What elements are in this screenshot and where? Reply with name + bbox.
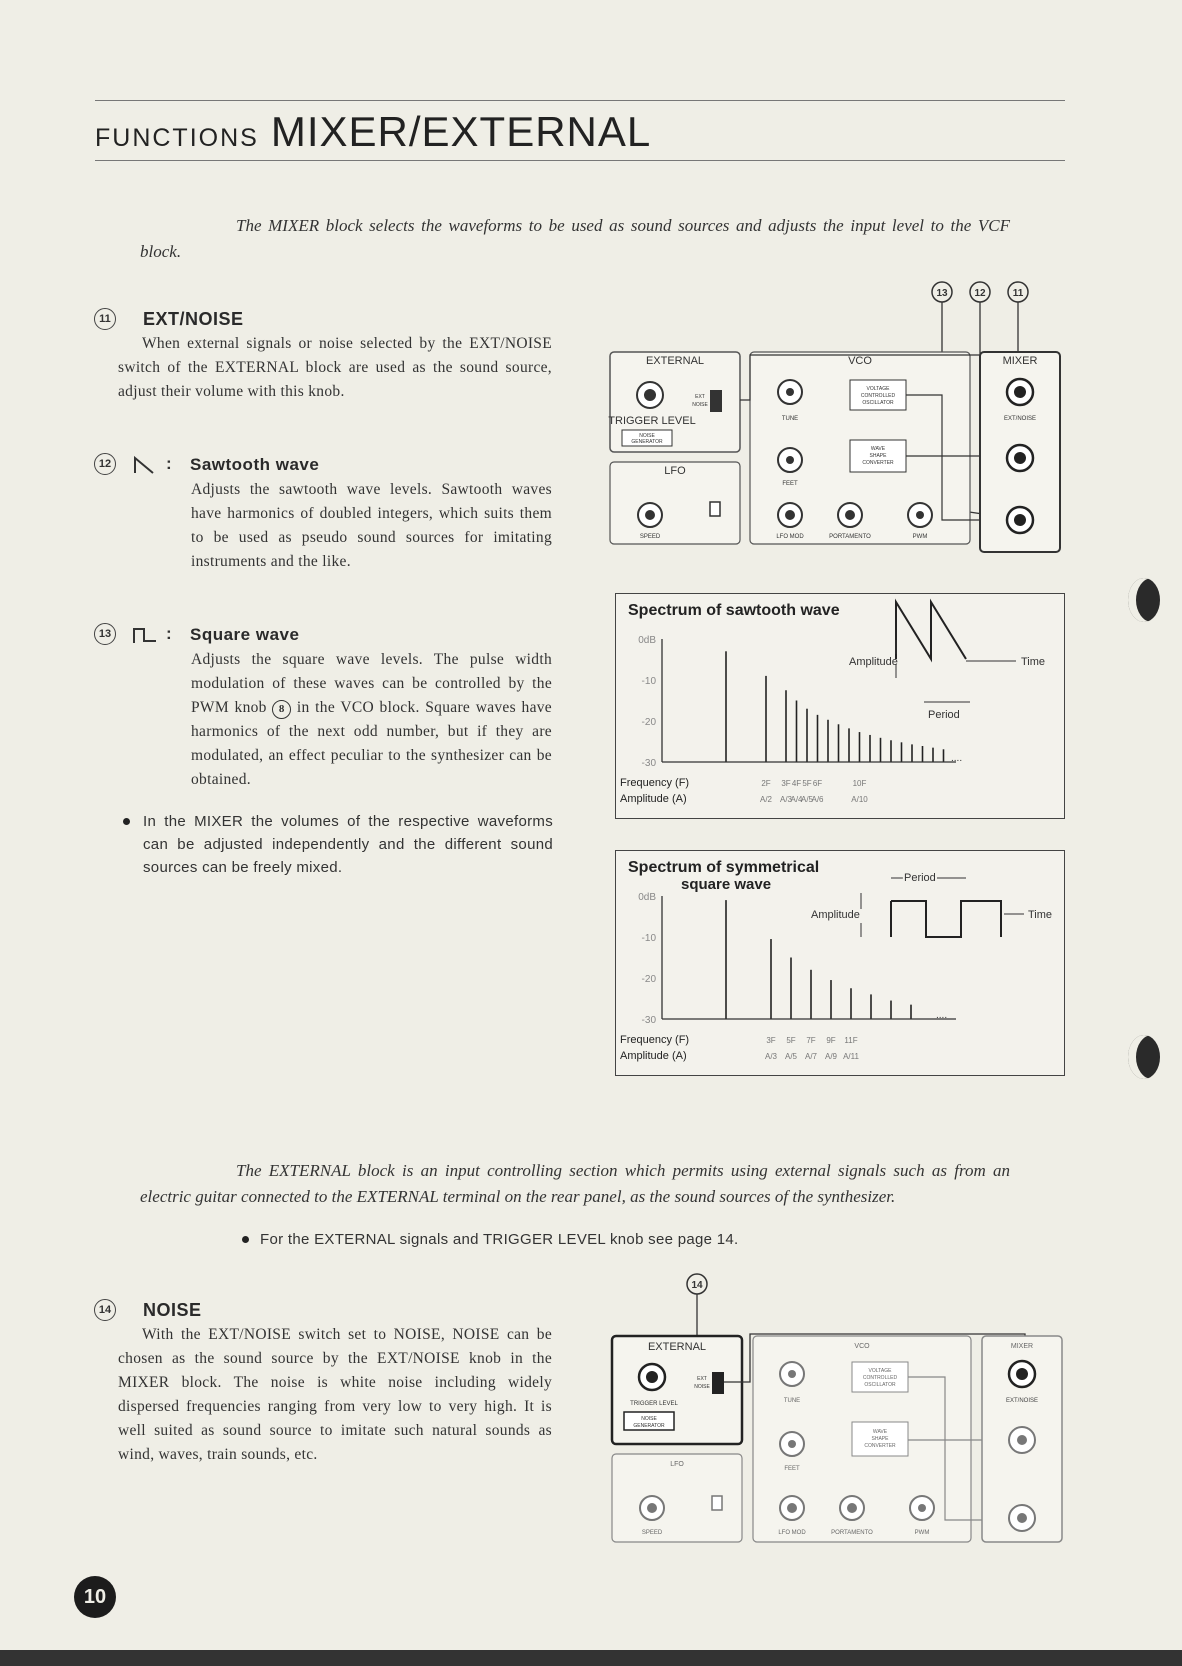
sawtooth-chart-title: Spectrum of sawtooth wave	[628, 602, 840, 619]
svg-text:CONVERTER: CONVERTER	[862, 460, 894, 466]
amp-label: A/10	[851, 795, 868, 804]
svg-text:Time: Time	[1021, 656, 1046, 668]
freq-label: 10F	[852, 779, 867, 788]
freq-label: 3F	[781, 779, 791, 788]
svg-text:Amplitude (A): Amplitude (A)	[620, 1050, 687, 1062]
amp-label: A/5	[800, 795, 814, 804]
square-spectrum-chart	[615, 850, 1065, 1076]
svg-text:Period: Period	[928, 709, 960, 721]
svg-text:WAVE: WAVE	[872, 1429, 888, 1435]
svg-text:VOLTAGE: VOLTAGE	[866, 386, 890, 392]
svg-text:CONTROLLED: CONTROLLED	[860, 393, 896, 399]
noise-heading: NOISE	[143, 1300, 202, 1320]
svg-text:TUNE: TUNE	[783, 1398, 801, 1404]
square-text: Adjusts the square wave levels. The pulse width modulation of these waves can be controlled by the PWM knob 8 in the VCO block. Square waves have harmonics of the next odd number, but if they are modulated, an effect peculiar to the synthesizer can be obtained.	[191, 651, 552, 788]
svg-text:MIXER: MIXER	[1010, 1343, 1034, 1350]
svg-text:Frequency (F): Frequency (F)	[620, 777, 690, 789]
y-tick-label: -20	[641, 717, 656, 728]
svg-text:EXTERNAL: EXTERNAL	[645, 355, 705, 367]
freq-label: 11F	[844, 1036, 858, 1045]
binder-hole-top	[1128, 578, 1160, 622]
mixer-intro: The MIXER block selects the waveforms to be used as sound sources and adjusts the input level to the VCF block.	[140, 216, 1010, 261]
square-waveform	[891, 901, 1001, 937]
y-tick-label: -10	[641, 676, 656, 687]
svg-text:EXT: EXT	[697, 1376, 707, 1382]
freq-label: 6F	[812, 779, 823, 788]
freq-label: 5F	[786, 1036, 796, 1045]
noise-text: With the EXT/NOISE switch set to NOISE, NOISE can be chosen as the sound source by the EXT/NOISE knob in the MIXER block. The noise is white noise including widely dispersed frequencies ranging from very low to very high. It is well suited as sound source to imitate such natural sounds as wind, waves, train sounds, etc.	[118, 1326, 552, 1463]
sawtooth-symbol-icon	[133, 455, 155, 475]
svg-text:Amplitude: Amplitude	[849, 656, 898, 668]
callout-13: 13	[94, 623, 116, 645]
svg-text:VCO: VCO	[848, 355, 872, 367]
svg-text:PORTAMENTO: PORTAMENTO	[829, 534, 871, 540]
square-chart-title: Spectrum of symmetrical	[628, 859, 820, 876]
ext-noise-heading: EXT/NOISE	[143, 309, 244, 329]
amp-label: A/3	[764, 1052, 778, 1061]
svg-text:14: 14	[691, 1280, 703, 1291]
y-tick-label: -30	[641, 758, 656, 769]
title-mixer-external: MIXER/EXTERNAL	[270, 108, 652, 155]
svg-text:Frequency (F): Frequency (F)	[620, 1034, 690, 1046]
sawtooth-waveform	[896, 602, 966, 659]
freq-label: 3F	[766, 1036, 776, 1045]
y-tick-label: 0dB	[638, 635, 656, 646]
svg-text:NOISE: NOISE	[641, 1416, 657, 1422]
svg-text:OSCILLATOR: OSCILLATOR	[862, 400, 894, 406]
svg-text:WAVE: WAVE	[870, 446, 886, 452]
y-tick-label: -20	[641, 974, 656, 985]
square-wave-symbol-icon	[132, 626, 158, 644]
svg-text:....: ....	[951, 753, 963, 764]
square-chart-plot	[616, 851, 1064, 1075]
svg-text:CONVERTER: CONVERTER	[864, 1443, 896, 1449]
amp-label: A/7	[804, 1052, 818, 1061]
callout-12: 12	[94, 453, 116, 475]
svg-text:TRIGGER LEVEL: TRIGGER LEVEL	[608, 415, 696, 427]
bullet-dot	[123, 818, 130, 825]
svg-text:GENERATOR: GENERATOR	[633, 1423, 665, 1429]
y-tick-label: -30	[641, 1015, 656, 1026]
mixer-note: In the MIXER the volumes of the respective waveforms can be adjusted independently and the different sound sources can be freely mixed.	[143, 813, 553, 876]
svg-text:EXT/NOISE: EXT/NOISE	[1003, 416, 1037, 422]
external-intro: The EXTERNAL block is an input controlling section which permits using external signals such as from an electric guitar connected to the EXTERNAL terminal on the rear panel, as the sound sources of the synthesizer.	[140, 1161, 1010, 1206]
svg-text:SHAPE: SHAPE	[869, 453, 887, 459]
svg-text:SPEED: SPEED	[639, 534, 661, 540]
square-chart-title-line2: square wave	[681, 876, 772, 893]
svg-text:Amplitude (A): Amplitude (A)	[620, 793, 687, 805]
header-top-rule	[95, 100, 1065, 101]
amp-label: A/4	[790, 795, 803, 804]
amp-label: A/2	[759, 795, 773, 804]
callout-14: 14	[94, 1299, 116, 1321]
sawtooth-heading: Sawtooth wave	[190, 455, 320, 474]
svg-text:EXT: EXT	[695, 394, 705, 400]
pwm-knob-ref: 8	[272, 700, 291, 719]
svg-text:CONTROLLED: CONTROLLED	[862, 1375, 898, 1381]
binder-hole-bottom	[1128, 1035, 1160, 1079]
svg-text:EXTERNAL: EXTERNAL	[647, 1341, 707, 1353]
header-bottom-rule	[95, 160, 1065, 161]
svg-text:NOISE: NOISE	[694, 1384, 710, 1390]
svg-text:NOISE: NOISE	[639, 433, 655, 439]
svg-text:NOISE: NOISE	[692, 402, 708, 408]
svg-text:PWM: PWM	[914, 1530, 930, 1536]
svg-text:FEET: FEET	[782, 481, 798, 487]
page-title	[95, 108, 651, 156]
sawtooth-colon: :	[166, 454, 172, 473]
svg-text:TRIGGER LEVEL: TRIGGER LEVEL	[630, 1401, 678, 1407]
mixer-block-diagram	[600, 280, 1070, 570]
svg-text:PORTAMENTO: PORTAMENTO	[831, 1530, 873, 1536]
svg-text:SHAPE: SHAPE	[871, 1436, 889, 1442]
svg-text:PWM: PWM	[912, 534, 928, 540]
svg-text:....: ....	[936, 1010, 948, 1021]
svg-text:Period: Period	[904, 872, 936, 884]
y-tick-label: -10	[641, 933, 656, 944]
sawtooth-chart-plot	[616, 594, 1064, 818]
svg-text:SPEED: SPEED	[641, 1530, 663, 1536]
freq-label: 7F	[806, 1036, 816, 1045]
square-colon: :	[166, 624, 172, 643]
freq-label: 5F	[802, 779, 812, 788]
svg-text:VOLTAGE: VOLTAGE	[868, 1368, 892, 1374]
amp-label: A/6	[811, 795, 824, 804]
svg-text:LFO MOD: LFO MOD	[776, 534, 804, 540]
svg-text:Amplitude: Amplitude	[811, 909, 860, 921]
external-note: For the EXTERNAL signals and TRIGGER LEVEL knob see page 14.	[260, 1231, 739, 1248]
freq-label: 4F	[791, 779, 802, 788]
svg-text:LFO MOD: LFO MOD	[778, 1530, 806, 1536]
external-block-diagram	[600, 1272, 1070, 1552]
freq-label: 9F	[826, 1036, 836, 1045]
freq-label: 2F	[761, 779, 771, 788]
amp-label: A/3	[779, 795, 793, 804]
svg-text:FEET: FEET	[784, 1466, 800, 1472]
square-heading: Square wave	[190, 625, 300, 644]
svg-text:13: 13	[936, 288, 948, 299]
sawtooth-spectrum-chart	[615, 593, 1065, 819]
svg-text:LFO: LFO	[664, 465, 686, 477]
ext-noise-text: When external signals or noise selected by the EXT/NOISE switch of the EXTERNAL block are used as the sound source, adjust their volume with this knob.	[118, 335, 552, 400]
callout-11: 11	[94, 308, 116, 330]
y-tick-label: 0dB	[638, 892, 656, 903]
svg-text:MIXER: MIXER	[1002, 355, 1038, 367]
svg-text:11: 11	[1012, 288, 1024, 299]
sawtooth-text: Adjusts the sawtooth wave levels. Sawtooth waves have harmonics of doubled integers, which suits them to be used as pseudo sound sources for imitating instruments and the like.	[191, 481, 552, 570]
title-functions: FUNCTIONS	[95, 124, 259, 152]
external-note-dot	[242, 1236, 249, 1243]
svg-text:VCO: VCO	[854, 1343, 870, 1350]
svg-text:Time: Time	[1028, 909, 1053, 921]
amp-label: A/11	[843, 1052, 859, 1061]
svg-text:LFO: LFO	[670, 1461, 684, 1468]
svg-text:12: 12	[974, 288, 986, 299]
svg-text:GENERATOR: GENERATOR	[631, 439, 663, 445]
footer-bar	[0, 1650, 1182, 1666]
amp-label: A/9	[824, 1052, 838, 1061]
svg-text:EXT/NOISE: EXT/NOISE	[1005, 1398, 1039, 1404]
page-number: 10	[74, 1576, 116, 1618]
amp-label: A/5	[784, 1052, 798, 1061]
svg-text:OSCILLATOR: OSCILLATOR	[864, 1382, 896, 1388]
svg-text:TUNE: TUNE	[781, 416, 799, 422]
